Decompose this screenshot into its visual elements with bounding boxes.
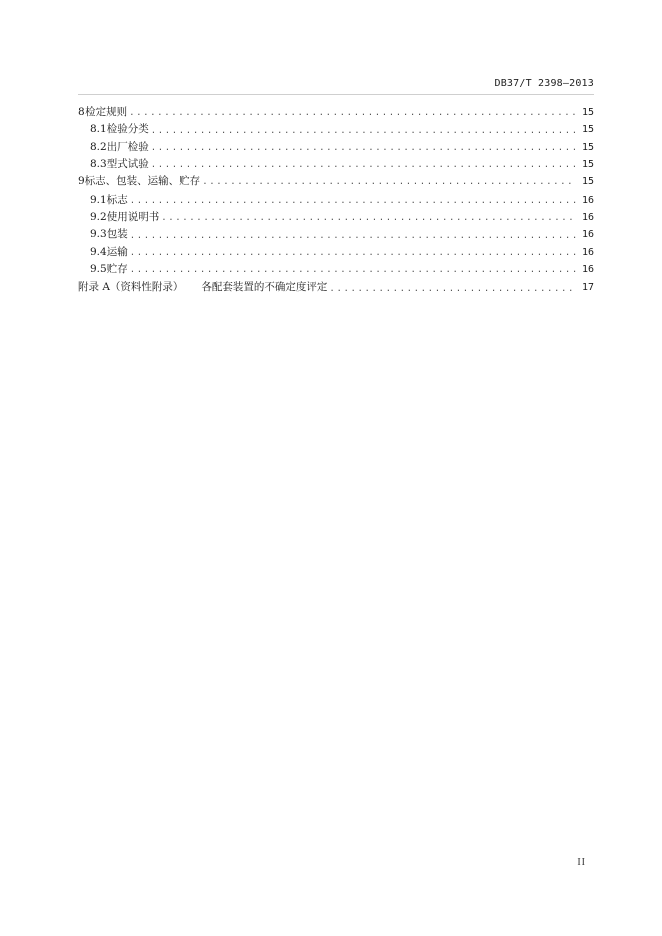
toc-entry-number: 8 [78,106,85,118]
toc-entry-number: 8.1 [90,123,107,136]
toc-entry-number: 9.5 [90,262,107,275]
toc-entry[interactable] [78,139,594,156]
toc-dot-leader [130,194,576,209]
toc-dot-leader [151,141,576,156]
toc-entry-title: 检定规则 [85,106,128,118]
toc-entry-title: 包装 [106,228,128,241]
toc-dot-leader [151,124,576,139]
toc-appendix-label: 附录 A（资料性附录） [78,281,184,294]
toc-entry-number: 9 [78,175,85,188]
toc-entry-title: 使用说明书 [106,210,160,223]
toc-entry[interactable] [78,244,594,261]
toc-dot-leader [202,175,576,190]
toc-entry-title: 贮存 [106,262,128,275]
toc-entry-appendix[interactable] [78,279,594,296]
toc-dot-leader [130,263,576,278]
toc-entry[interactable] [78,226,594,243]
toc-entry-title: 检验分类 [106,123,149,136]
toc-entry-title: 标志 [106,193,128,206]
toc-entry[interactable] [78,156,594,173]
toc-entry[interactable] [78,173,594,190]
toc-entry[interactable] [78,104,594,121]
document-code: DB37/T 2398—2013 [494,78,594,89]
toc-entry[interactable] [78,209,594,226]
toc-entry[interactable] [78,261,594,278]
toc-entry-number: 9.3 [90,228,107,241]
toc-entry-title: 出厂检验 [106,140,149,153]
toc-entry-number: 8.2 [90,140,107,153]
toc-dot-leader [130,229,576,244]
toc-entry-page: 15 [581,141,594,153]
toc-entry-page: 15 [581,158,594,170]
toc-entry-page: 16 [581,263,594,275]
toc-entry-number: 9.1 [90,193,107,206]
toc-dot-leader [151,158,576,173]
toc-entry-title: 运输 [106,245,128,258]
page-number: II [577,857,586,868]
toc-entry[interactable] [78,121,594,138]
toc-entry-title: 型式试验 [106,157,149,170]
toc-entry-number: 9.2 [90,210,107,223]
toc-entry-number: 8.3 [90,157,107,170]
toc-dot-leader [161,211,576,226]
table-of-contents [78,104,594,297]
toc-entry-page: 16 [581,229,594,241]
toc-entry-title: 各配套装置的不确定度评定 [201,281,328,294]
toc-entry-page: 17 [581,282,594,294]
toc-entry-page: 15 [581,107,594,118]
toc-dot-leader [130,246,576,261]
toc-dot-leader [329,282,576,297]
toc-entry-page: 16 [581,246,594,258]
toc-entry-page: 15 [581,124,594,136]
toc-entry[interactable] [78,192,594,209]
header-rule [78,94,594,95]
toc-entry-title: 标志、包装、运输、贮存 [84,175,201,188]
toc-dot-leader [129,106,576,121]
toc-entry-page: 16 [581,211,594,223]
toc-entry-page: 16 [581,194,594,206]
toc-entry-page: 15 [581,176,594,188]
toc-entry-number: 9.4 [90,245,107,258]
